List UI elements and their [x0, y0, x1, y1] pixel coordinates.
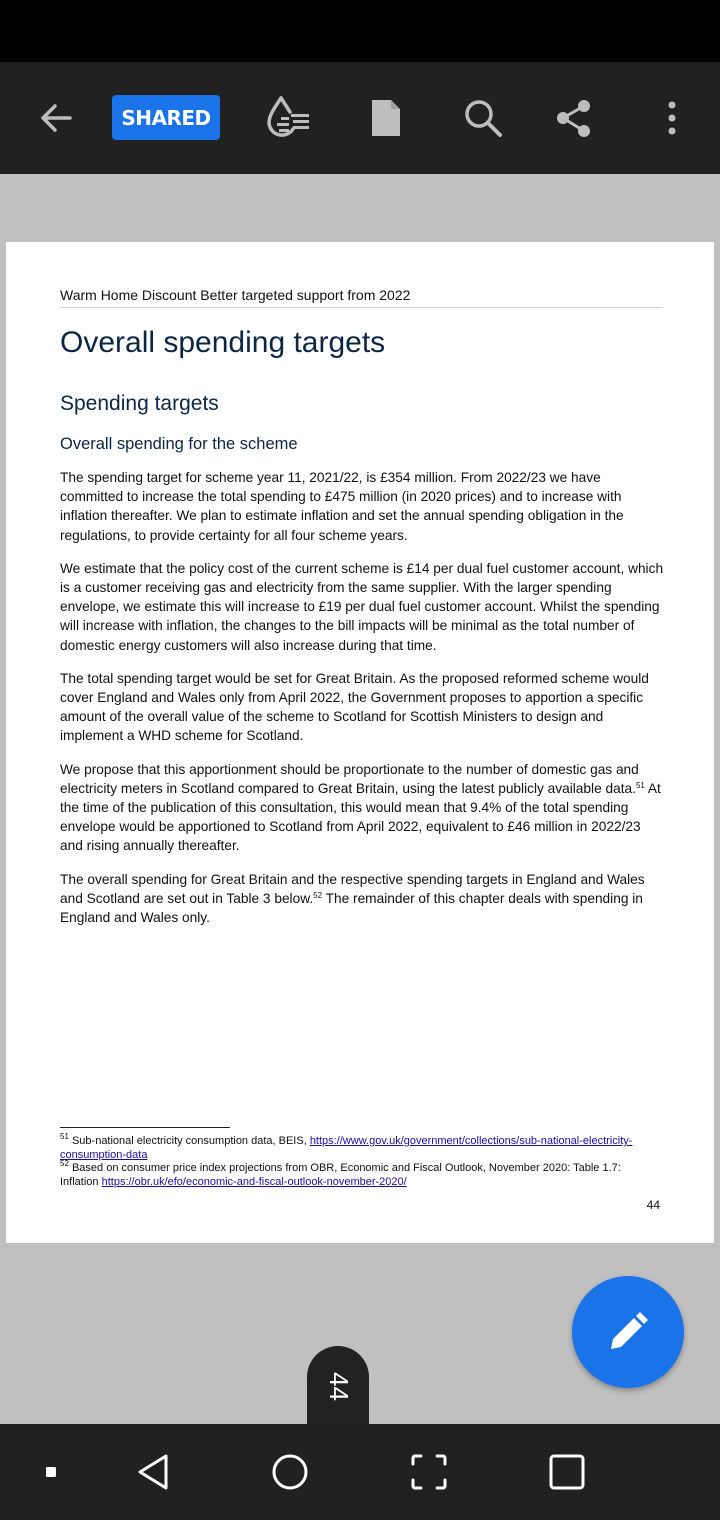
more-vertical-icon[interactable]	[656, 62, 688, 174]
page-title: Overall spending targets	[60, 326, 386, 359]
footnote	[60, 1159, 660, 1189]
search-icon[interactable]	[460, 62, 506, 174]
edit-fab-button[interactable]	[572, 1276, 684, 1388]
shared-button[interactable]: SHARED	[112, 95, 220, 140]
footnote-number: 51	[60, 1132, 69, 1141]
page-indicator[interactable]	[307, 1346, 369, 1426]
paragraph-text: The remainder of this chapter deals with spending in England and Wales only.	[60, 890, 643, 926]
footnote-link[interactable]: https://www.gov.uk/government/collections/sub-national-electricity-consumption-data	[60, 1135, 633, 1161]
pencil-icon	[605, 1309, 651, 1355]
share-icon[interactable]	[552, 62, 596, 174]
section-heading: Spending targets	[60, 392, 219, 415]
running-head: Warm Home Discount Better targeted support from 2022	[60, 287, 662, 308]
footnote-divider	[60, 1127, 230, 1128]
back-arrow-icon[interactable]	[30, 62, 82, 174]
footnote-text: Based on consumer price index projections from OBR, Economic and Fiscal Outlook, November 2020: Table 1.7: Inflation	[60, 1162, 621, 1188]
paragraph-text: The overall spending for Great Britain and the respective spending targets in England and Wales and Scotland are set out in Table 3 below.	[60, 871, 645, 906]
recents-square-icon[interactable]	[542, 1424, 592, 1520]
top-toolbar	[0, 62, 720, 174]
paragraph-text: At the time of the publication of this consultation, this would mean that 9.4% of the total spending envelope would be apportioned to Scotland from April 2022, equivalent to £46 million in 2022/23 and rising annually thereafter.	[60, 780, 661, 854]
footnote-ref: 51	[635, 780, 645, 790]
footnote-text: Sub-national electricity consumption data, BEIS,	[68, 1135, 310, 1147]
subsection-heading: Overall spending for the scheme	[60, 435, 298, 453]
page-indicator-number: 44	[323, 1371, 354, 1401]
footnote	[60, 1132, 660, 1162]
back-triangle-icon[interactable]	[128, 1424, 178, 1520]
paragraph	[60, 760, 666, 856]
reflow-icon[interactable]	[262, 62, 316, 174]
footnotes	[60, 1132, 660, 1189]
footnote-ref: 52	[313, 890, 323, 900]
small-square-icon[interactable]	[38, 1424, 64, 1520]
document-icon[interactable]	[364, 62, 408, 174]
paragraph-text: We propose that this apportionment should be proportionate to the number of domestic gas and electricity meters in Scotland compared to Great Britain, using the latest publicly available data.	[60, 761, 639, 796]
footnote-number: 52	[60, 1159, 69, 1168]
paragraph: The spending target for scheme year 11, 2021/22, is £354 million. From 2022/23 we have committed to increase the total spending to £475 million (in 2020 prices) and to increase with inflation thereafter. We plan to estimate inflation and set the annual spending obligation in the regulations, to provide certainty for all four scheme years.	[60, 470, 624, 543]
page-number: 44	[646, 1198, 660, 1212]
screenshot-icon[interactable]	[404, 1424, 454, 1520]
home-circle-icon[interactable]	[265, 1424, 315, 1520]
paragraph: We estimate that the policy cost of the current scheme is £14 per dual fuel customer account, which is a customer receiving gas and electricity from the same supplier. With the larger spending envelope, we estimate this will increase to £19 per dual fuel customer account. Whilst the spending will increase with inflation, the changes to the bill impacts will be minimal as the total number of domestic energy customers will also increase during that time.	[60, 560, 664, 653]
paragraph: The total spending target would be set for Great Britain. As the proposed reformed scheme would cover England and Wales only from April 2022, the Government proposes to apportion a specific amount of the overall value of the scheme to Scotland for Scottish Ministers to design and implement a WHD scheme for Scotland.	[60, 670, 649, 744]
footnote-link[interactable]: https://obr.uk/efo/economic-and-fiscal-outlook-november-2020/	[101, 1175, 407, 1188]
status-bar	[0, 0, 720, 62]
document-page[interactable]	[6, 242, 714, 1243]
body-text	[60, 468, 666, 941]
system-nav-bar	[0, 1424, 720, 1520]
paragraph	[60, 870, 666, 928]
